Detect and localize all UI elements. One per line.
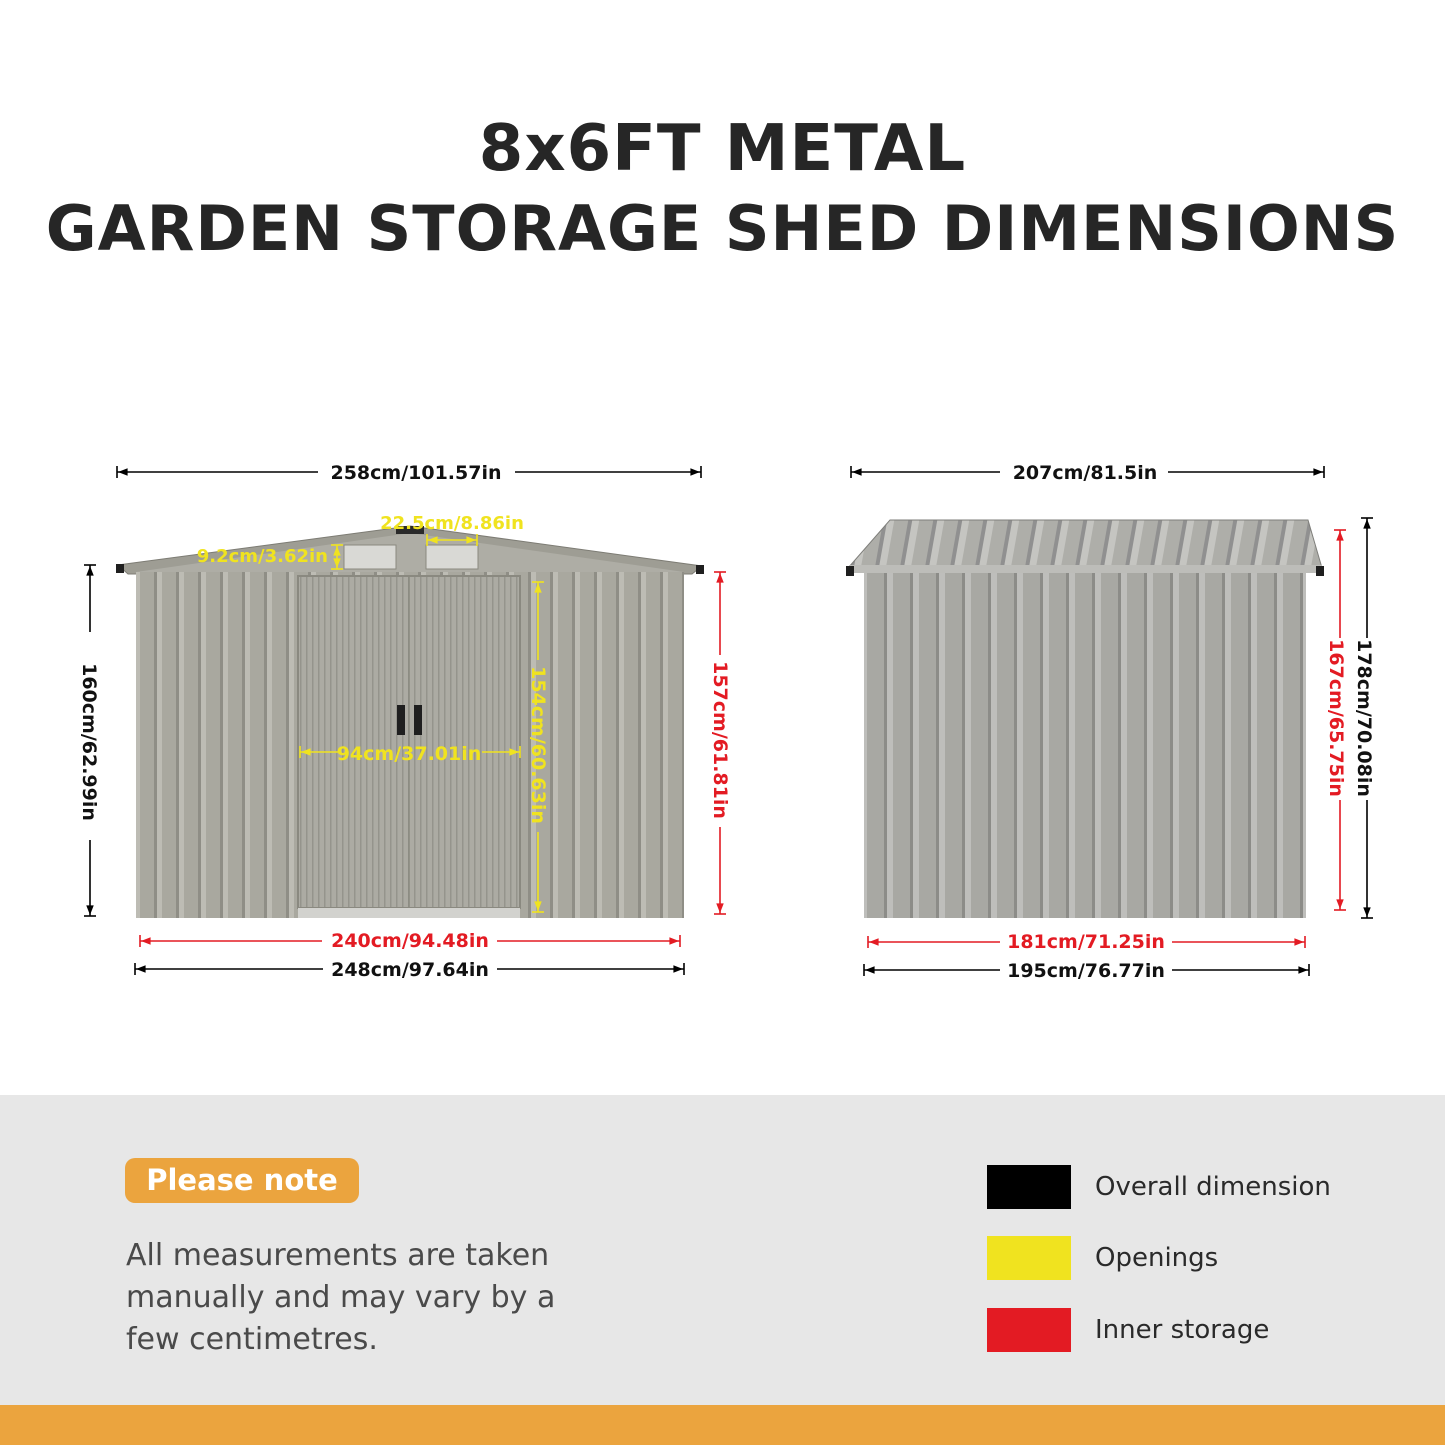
side-roof-corner-right (1316, 566, 1324, 576)
side-overall-width-dim-arrow-right (1313, 468, 1323, 476)
shed-dimension-diagram (0, 440, 1445, 1000)
side-shed-illustration (846, 520, 1324, 918)
side-inner-width-dim-arrow-right (1294, 938, 1304, 946)
legend-label-openings: Openings (1095, 1243, 1219, 1273)
legend-swatch-inner (987, 1308, 1071, 1352)
side-wall (864, 573, 1306, 918)
roof-corner-left (116, 564, 124, 573)
front-base-width-label: 248cm/97.64in (331, 959, 489, 981)
roof-corner-right (696, 565, 704, 574)
note-panel (0, 1095, 1445, 1405)
front-door-height-label: 154cm/60.63in (527, 666, 549, 824)
side-base-width-dim-arrow-left (865, 966, 875, 974)
vent-right (426, 545, 478, 569)
front-inner-height-dim-arrow-bottom (716, 903, 724, 913)
front-inner-height-dim-arrow-top (716, 573, 724, 583)
front-inner-width-label: 240cm/94.48in (331, 930, 489, 952)
side-roof-corner-left (846, 566, 854, 576)
vent-left (344, 545, 396, 569)
side-inner-width-dim-arrow-left (869, 938, 879, 946)
front-inner-height-label: 157cm/61.81in (709, 661, 731, 819)
front-overall-width-dim-arrow-left (118, 468, 128, 476)
front-base-width-dim-arrow-right (673, 965, 683, 973)
front-shed-illustration (116, 526, 704, 918)
front-wall-height-dim-arrow-top (86, 566, 94, 576)
front-wall-height-label: 160cm/62.99in (78, 663, 100, 821)
side-roof-edge (850, 565, 1322, 573)
side-overall-width-dim-arrow-left (852, 468, 862, 476)
note-text: All measurements are taken manually and may vary by a few centimetres. (126, 1238, 556, 1357)
front-inner-width-dim-arrow-left (141, 937, 151, 945)
title-line-1: 8x6FT METAL (478, 112, 967, 186)
side-inner-height-dim-arrow-top (1336, 531, 1344, 541)
side-overall-width-label: 207cm/81.5in (1012, 462, 1158, 484)
front-inner-width-dim-arrow-right (669, 937, 679, 945)
side-inner-height-label: 167cm/65.75in (1325, 639, 1347, 797)
side-inner-height-dim-arrow-bottom (1336, 899, 1344, 909)
front-overall-width-label: 258cm/101.57in (330, 462, 502, 484)
side-base-width-dim-arrow-right (1298, 966, 1308, 974)
side-base-width-label: 195cm/76.77in (1007, 960, 1165, 982)
side-inner-width-label: 181cm/71.25in (1007, 931, 1165, 953)
bottom-accent-bar (0, 1405, 1445, 1445)
title-line-2: GARDEN STORAGE SHED DIMENSIONS (45, 192, 1400, 265)
door-threshold (298, 908, 520, 918)
door-handle-left (397, 705, 405, 735)
legend-swatch-openings (987, 1236, 1071, 1280)
door-handle-right (414, 705, 422, 735)
front-base-width-dim-arrow-left (136, 965, 146, 973)
front-vent-width-label: 22.5cm/8.86in (380, 513, 524, 534)
front-overall-width-dim-arrow-right (690, 468, 700, 476)
side-overall-height-dim-arrow-bottom (1363, 907, 1371, 917)
side-overall-height-dim-arrow-top (1363, 519, 1371, 529)
legend-label-inner: Inner storage (1095, 1315, 1270, 1345)
side-roof (848, 520, 1322, 568)
side-overall-height-label: 178cm/70.08in (1353, 639, 1375, 797)
front-wall-height-dim-arrow-bottom (86, 905, 94, 915)
front-door-width-label: 94cm/37.01in (336, 743, 482, 765)
please-note-badge: Please note (125, 1158, 359, 1203)
legend-swatch-overall (987, 1165, 1071, 1209)
legend-label-overall: Overall dimension (1095, 1172, 1331, 1202)
front-vent-height-label: 9.2cm/3.62in (196, 546, 328, 567)
